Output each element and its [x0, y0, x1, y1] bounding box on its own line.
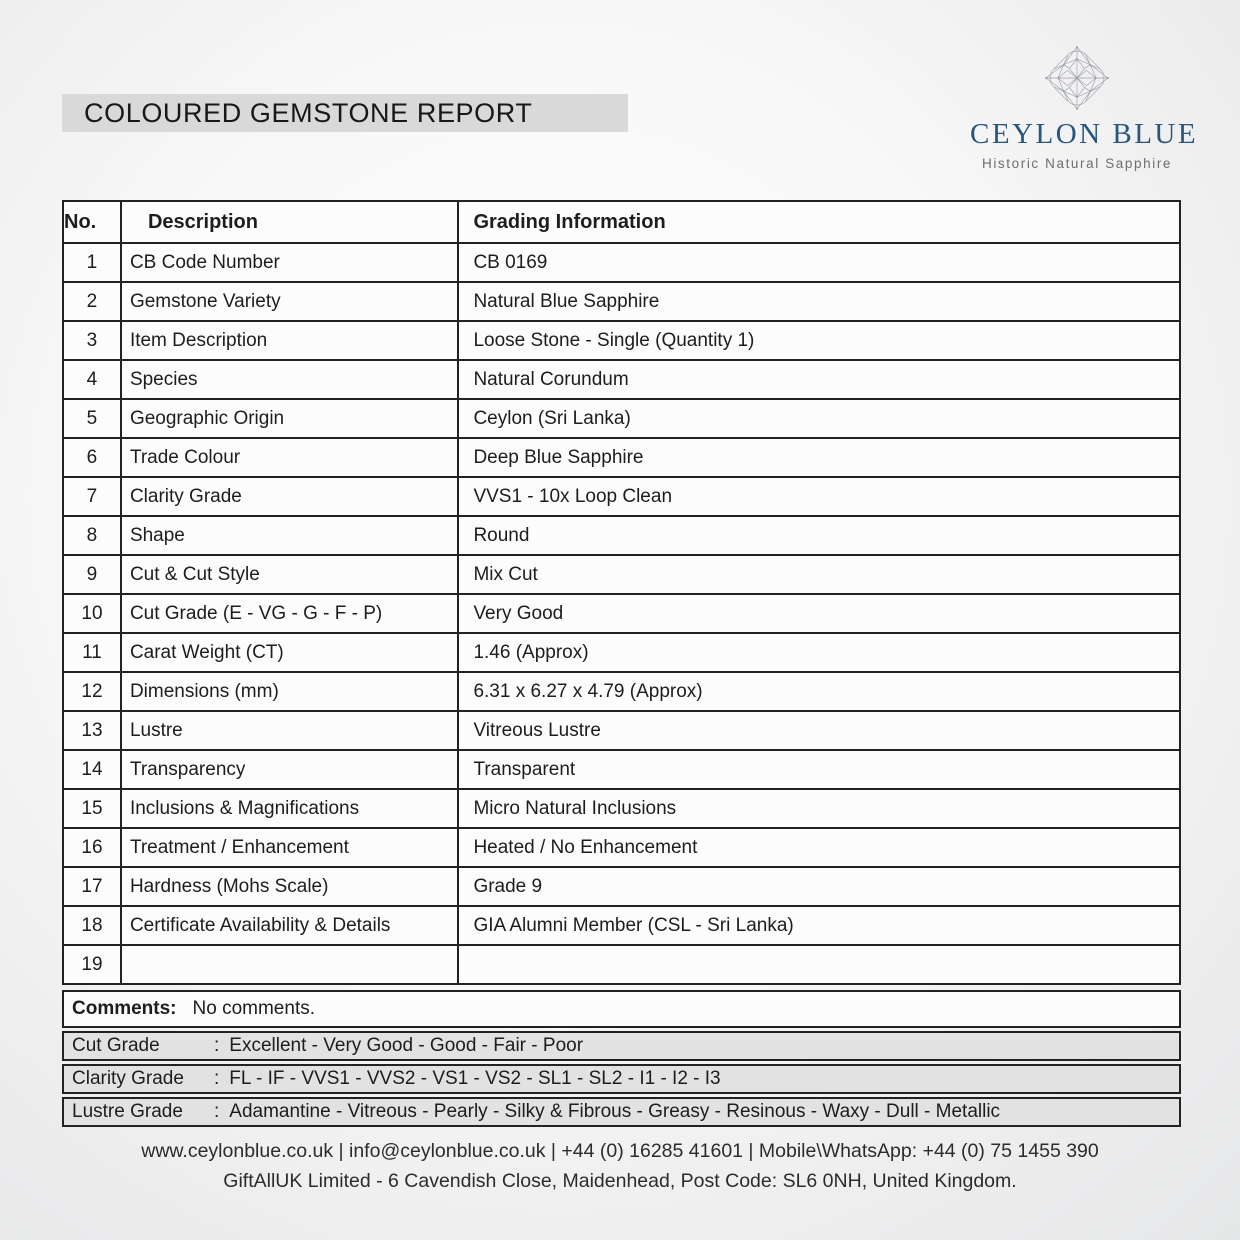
table-row — [63, 828, 1180, 867]
row-grading: Ceylon (Sri Lanka) — [458, 399, 1180, 438]
legend-label: Clarity Grade — [72, 1068, 184, 1089]
row-description: Cut & Cut Style — [121, 555, 459, 594]
table-row — [63, 672, 1180, 711]
comments-box — [62, 990, 1181, 1028]
row-description: Item Description — [121, 321, 459, 360]
footer — [0, 1136, 1240, 1196]
row-description: Species — [121, 360, 459, 399]
row-no: 4 — [63, 360, 121, 399]
table-row — [63, 711, 1180, 750]
comments-label: Comments: — [72, 998, 177, 1019]
row-grading: Vitreous Lustre — [458, 711, 1180, 750]
row-grading: Loose Stone - Single (Quantity 1) — [458, 321, 1180, 360]
row-grading: GIA Alumni Member (CSL - Sri Lanka) — [458, 906, 1180, 945]
row-no: 9 — [63, 555, 121, 594]
brand-logo — [970, 40, 1199, 171]
legend-clarity-grade — [62, 1064, 1181, 1094]
row-grading: Natural Blue Sapphire — [458, 282, 1180, 321]
row-grading: 6.31 x 6.27 x 4.79 (Approx) — [458, 672, 1180, 711]
row-grading: Micro Natural Inclusions — [458, 789, 1180, 828]
row-no: 19 — [63, 945, 121, 984]
row-grading: Grade 9 — [458, 867, 1180, 906]
legend-separator: : — [214, 1068, 220, 1089]
row-no: 15 — [63, 789, 121, 828]
table-row — [63, 555, 1180, 594]
row-grading: VVS1 - 10x Loop Clean — [458, 477, 1180, 516]
row-no: 11 — [63, 633, 121, 672]
row-no: 2 — [63, 282, 121, 321]
row-no: 18 — [63, 906, 121, 945]
legend-lustre-grade — [62, 1097, 1181, 1127]
legend-separator: : — [214, 1101, 220, 1122]
row-description: Dimensions (mm) — [121, 672, 459, 711]
row-grading: Heated / No Enhancement — [458, 828, 1180, 867]
table-row — [63, 243, 1180, 282]
header-description: Description — [121, 201, 459, 243]
legend-separator: : — [214, 1035, 220, 1056]
table-row — [63, 945, 1180, 984]
table-row — [63, 438, 1180, 477]
legend-values: Excellent - Very Good - Good - Fair - Poor — [229, 1035, 584, 1056]
row-no: 16 — [63, 828, 121, 867]
table-row — [63, 867, 1180, 906]
row-grading: Mix Cut — [458, 555, 1180, 594]
comments-text: No comments. — [192, 998, 315, 1019]
table-row — [63, 360, 1180, 399]
brand-name: CEYLON BLUE — [970, 118, 1199, 150]
table-header-row — [63, 201, 1180, 243]
table-row — [63, 282, 1180, 321]
table-row — [63, 750, 1180, 789]
row-description: Gemstone Variety — [121, 282, 459, 321]
table-row — [63, 789, 1180, 828]
table-row — [63, 321, 1180, 360]
row-description: Inclusions & Magnifications — [121, 789, 459, 828]
footer-contact-line: www.ceylonblue.co.uk | info@ceylonblue.co.uk | +44 (0) 16285 41601 | Mobile\WhatsApp: +44 (0) 75 1455 390 — [141, 1140, 1099, 1162]
row-no: 1 — [63, 243, 121, 282]
legend-label: Lustre Grade — [72, 1101, 183, 1122]
header-no: No. — [63, 201, 121, 243]
row-no: 8 — [63, 516, 121, 555]
row-description: Hardness (Mohs Scale) — [121, 867, 459, 906]
table-row — [63, 477, 1180, 516]
legend-cut-grade — [62, 1031, 1181, 1061]
report-title-box — [62, 94, 628, 132]
row-description: Certificate Availability & Details — [121, 906, 459, 945]
row-grading: CB 0169 — [458, 243, 1180, 282]
table-row — [63, 633, 1180, 672]
row-no: 3 — [63, 321, 121, 360]
row-no: 13 — [63, 711, 121, 750]
row-description: Transparency — [121, 750, 459, 789]
row-grading: Very Good — [458, 594, 1180, 633]
row-no: 5 — [63, 399, 121, 438]
legend-values: Adamantine - Vitreous - Pearly - Silky & Fibrous - Greasy - Resinous - Waxy - Dull - Metallic — [229, 1101, 1001, 1122]
row-grading: 1.46 (Approx) — [458, 633, 1180, 672]
row-description: Cut Grade (E - VG - G - F - P) — [121, 594, 459, 633]
row-grading: Deep Blue Sapphire — [458, 438, 1180, 477]
row-no: 10 — [63, 594, 121, 633]
gem-wireframe-icon — [1039, 40, 1115, 116]
footer-address-line: GiftAllUK Limited - 6 Cavendish Close, Maidenhead, Post Code: SL6 0NH, United Kingdom. — [223, 1170, 1017, 1192]
row-description: Clarity Grade — [121, 477, 459, 516]
row-no: 6 — [63, 438, 121, 477]
row-no: 14 — [63, 750, 121, 789]
row-grading: Natural Corundum — [458, 360, 1180, 399]
row-description — [121, 945, 459, 984]
row-description: Trade Colour — [121, 438, 459, 477]
header-grading: Grading Information — [458, 201, 1180, 243]
table-row — [63, 399, 1180, 438]
table-row — [63, 906, 1180, 945]
brand-tagline: Historic Natural Sapphire — [981, 156, 1173, 171]
row-no: 12 — [63, 672, 121, 711]
row-no: 17 — [63, 867, 121, 906]
table-row — [63, 516, 1180, 555]
table-row — [63, 594, 1180, 633]
row-description: Shape — [121, 516, 459, 555]
row-no: 7 — [63, 477, 121, 516]
row-description: Treatment / Enhancement — [121, 828, 459, 867]
row-grading: Round — [458, 516, 1180, 555]
row-description: Geographic Origin — [121, 399, 459, 438]
grading-table — [62, 200, 1181, 985]
row-description: Lustre — [121, 711, 459, 750]
row-grading: Transparent — [458, 750, 1180, 789]
row-grading — [458, 945, 1180, 984]
legend-values: FL - IF - VVS1 - VVS2 - VS1 - VS2 - SL1 - SL2 - I1 - I2 - I3 — [229, 1068, 721, 1089]
legend-label: Cut Grade — [72, 1035, 160, 1056]
page-title: COLOURED GEMSTONE REPORT — [84, 97, 533, 128]
row-description: CB Code Number — [121, 243, 459, 282]
row-description: Carat Weight (CT) — [121, 633, 459, 672]
